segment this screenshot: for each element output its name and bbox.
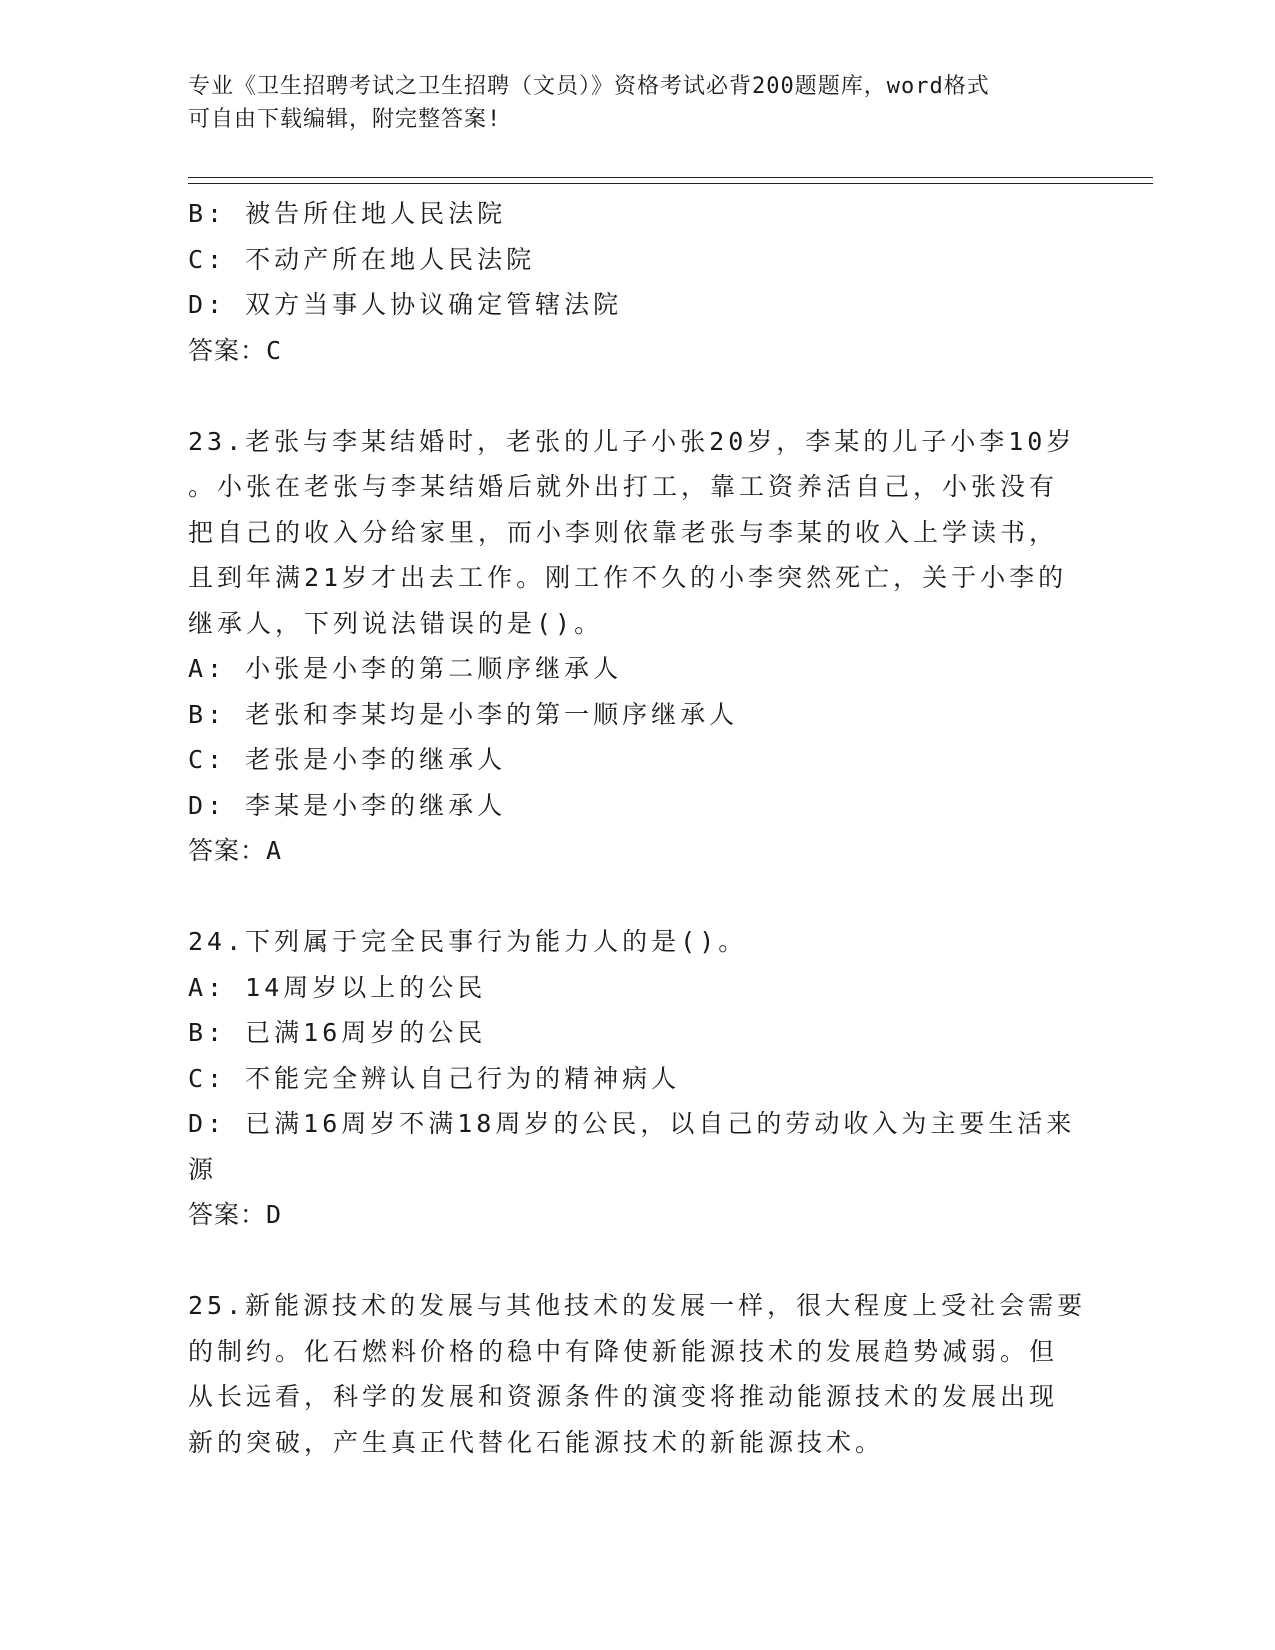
q25-stem-line-2: 的制约。化石燃料价格的稳中有降使新能源技术的发展趋势减弱。但: [188, 1336, 1059, 1366]
header-line-2: 可自由下载编辑，附完整答案!: [188, 107, 502, 132]
question-24: [188, 919, 1078, 1238]
q25-stem-line-1: 25.新能源技术的发展与其他技术的发展一样，很大程度上受社会需要: [188, 1291, 1087, 1320]
question-22-remainder: [188, 191, 1078, 373]
q22-option-d: D: 双方当事人协议确定管辖法院: [188, 290, 623, 319]
q23-answer: 答案：A: [188, 836, 283, 865]
q24-option-b: B: 已满16周岁的公民: [188, 1018, 487, 1047]
q23-stem-line-1: 23.老张与李某结婚时，老张的儿子小张20岁，李某的儿子小李10岁: [188, 426, 1076, 456]
spacer: [188, 1238, 1078, 1284]
q23-stem-line-4: 且到年满21岁才出去工作。刚工作不久的小李突然死亡，关于小李的: [188, 563, 1068, 592]
q23-option-d: D: 李某是小李的继承人: [188, 790, 507, 820]
spacer: [188, 874, 1078, 920]
q23-stem-line-5: 继承人，下列说法错误的是()。: [188, 608, 604, 638]
q23-stem-line-3: 把自己的收入分给家里，而小李则依靠老张与李某的收入上学读书，: [188, 517, 1059, 547]
question-25: [188, 1283, 1087, 1465]
q23-option-b: B: 老张和李某均是小李的第一顺序继承人: [188, 699, 739, 729]
q24-option-d-line-2: 源: [188, 1154, 218, 1184]
document-header: [188, 70, 1088, 136]
header-rule-bottom: [188, 183, 1153, 184]
spacer: [188, 373, 1078, 419]
q23-option-c: C: 老张是小李的继承人: [188, 745, 507, 774]
q24-option-c: C: 不能完全辨认自己行为的精神病人: [188, 1063, 681, 1093]
header-line-1: 专业《卫生招聘考试之卫生招聘（文员）》资格考试必背200题题库，word格式: [188, 74, 990, 99]
q23-option-a: A: 小张是小李的第二顺序继承人: [188, 654, 623, 683]
q22-option-b: B: 被告所住地人民法院: [188, 199, 507, 228]
q22-answer: 答案：C: [188, 335, 283, 365]
q22-option-c: C: 不动产所在地人民法院: [188, 244, 536, 274]
q24-answer: 答案：D: [188, 1200, 283, 1229]
q24-stem: 24.下列属于完全民事行为能力人的是()。: [188, 927, 748, 956]
question-23: [188, 419, 1078, 874]
q24-option-d-line-1: D: 已满16周岁不满18周岁的公民，以自己的劳动收入为主要生活来: [188, 1109, 1076, 1138]
q25-stem-line-3: 从长远看，科学的发展和资源条件的演变将推动能源技术的发展出现: [188, 1382, 1059, 1411]
q24-option-a: A: 14周岁以上的公民: [188, 972, 487, 1002]
q25-stem-line-4: 新的突破，产生真正代替化石能源技术的新能源技术。: [188, 1427, 885, 1457]
header-rule-top: [188, 177, 1153, 178]
q23-stem-line-2: 。小张在老张与李某结婚后就外出打工，靠工资养活自己，小张没有: [188, 472, 1059, 501]
document-body: [188, 191, 1087, 1465]
